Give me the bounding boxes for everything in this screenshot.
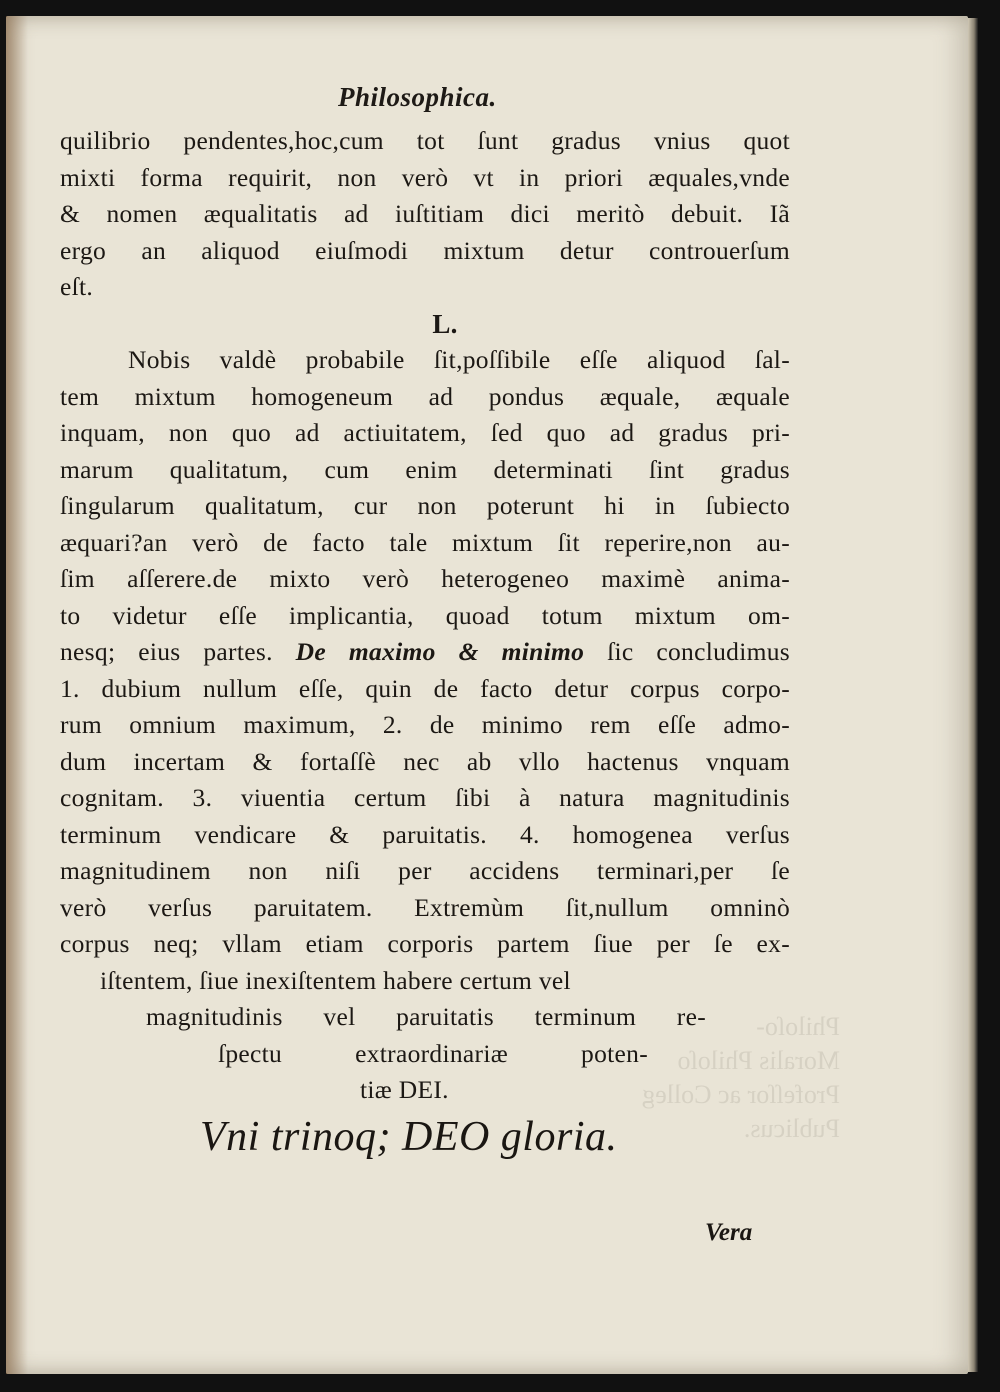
text-line: cognitam. 3. viuentia certum ſibi à natura magnitudinis	[60, 783, 790, 812]
text-line: eſt.	[60, 272, 94, 301]
text-line: & nomen æqualitatis ad iuſtitiam dici meritò debuit. Iã	[60, 199, 790, 228]
text-line: terminum vendicare & paruitatis. 4. homogenea verſus	[60, 819, 790, 849]
tapered-line: magnitudinis vel paruitatis terminum re-	[146, 1002, 706, 1031]
bleed-through-text: Philoſo- Moralis Philoſo Profeſſor ac Colleg Publicus.	[642, 1012, 840, 1143]
text-line: dum incertam & fortaſſè nec ab vllo hactenus vnquam	[60, 746, 790, 776]
text-line: to videtur eſſe implicantia, quoad totum mixtum om-	[60, 600, 790, 630]
body-text	[60, 123, 790, 1109]
text-line: quilibrio pendentes,hoc,cum tot ſunt gradus vnius quot	[60, 126, 790, 155]
doxology: Vni trinoq; DEO gloria.	[200, 1114, 618, 1160]
section-number: L.	[432, 308, 458, 339]
italic-phrase: De maximo & minimo	[295, 637, 585, 666]
text-line: mixti forma requirit, non verò vt in priori æquales,vnde	[60, 162, 790, 192]
catchword: Vera	[705, 1219, 753, 1246]
text-line: tem mixtum homogeneum ad pondus æquale, æquale	[60, 381, 790, 411]
tapered-line: tiæ DEI.	[360, 1075, 449, 1104]
text-line-with-italics: nesq; eius partes. De maximo & minimo ſic concludimus	[60, 637, 790, 666]
tapered-line: ſpectu extraordinariæ poten-	[218, 1038, 648, 1068]
text-line: ergo an aliquod eiuſmodi mixtum detur controuerſum	[60, 235, 790, 265]
text-line: inquam, non quo ad actiuitatem, ſed quo ad gradus pri-	[60, 418, 790, 447]
page-edge	[968, 18, 978, 1372]
text-line: rum omnium maximum, 2. de minimo rem eſſe admo-	[60, 710, 790, 739]
text-line: æquari?an verò de facto tale mixtum ſit reperire,non au-	[60, 527, 790, 557]
text-line: ſingularum qualitatum, cur non poterunt hi in ſubiecto	[60, 491, 790, 520]
text-line: corpus neq; vllam etiam corporis partem ſiue per ſe ex-	[60, 929, 790, 958]
tapered-line: iſtentem, ſiue inexiſtentem habere certum vel	[100, 965, 571, 995]
text-line: ſim aſſerere.de mixto verò heterogeneo maximè anima-	[60, 564, 790, 593]
text-line: verò verſus paruitatem. Extremùm ſit,nullum omninò	[60, 892, 790, 922]
text-line: magnitudinem non niſi per accidens terminari,per ſe	[60, 856, 790, 885]
running-head: Philosophica.	[338, 82, 497, 112]
spine-shadow	[6, 16, 28, 1374]
text-line: Nobis valdè probabile ſit,poſſibile eſſe aliquod ſal-	[128, 345, 790, 374]
text-line: marum qualitatum, cum enim determinati ſint gradus	[60, 454, 790, 484]
text-line: 1. dubium nullum eſſe, quin de facto detur corpus corpo-	[60, 673, 790, 703]
